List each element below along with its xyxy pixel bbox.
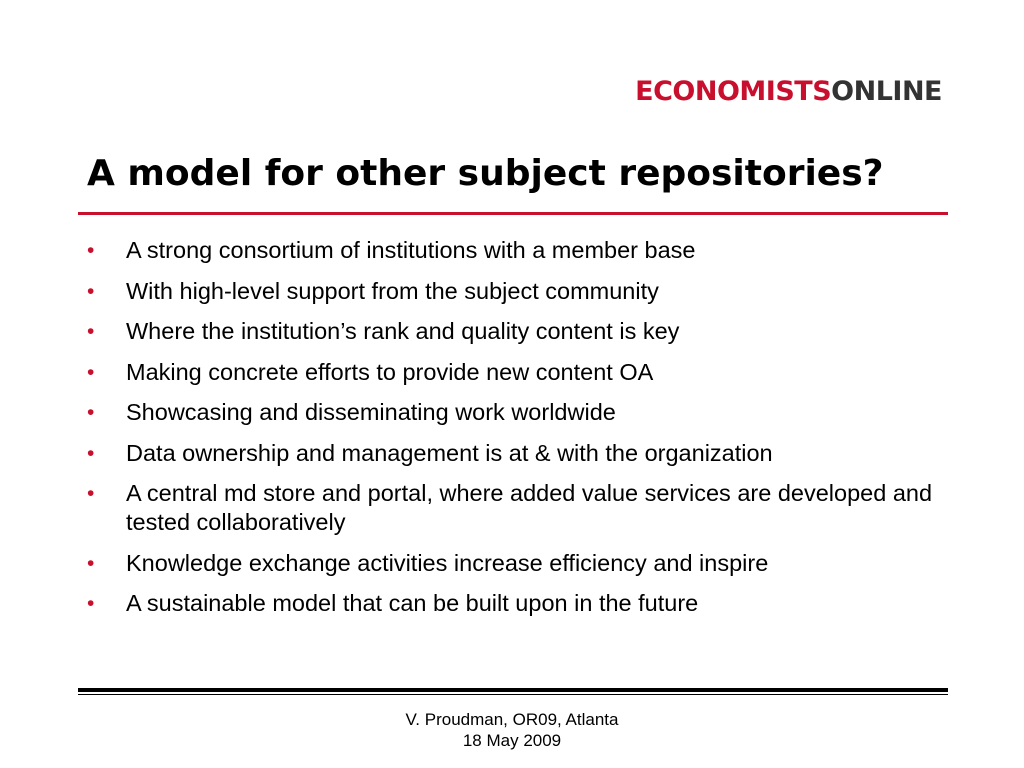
- bullet-marker-icon: •: [87, 360, 95, 384]
- slide-footer: [362, 709, 662, 751]
- economists-online-logo: [635, 78, 942, 105]
- bullet-item: [87, 479, 937, 537]
- footer-date: 18 May 2009: [462, 731, 562, 750]
- bullet-marker-icon: •: [87, 279, 95, 303]
- footer-author-venue: V. Proudman, OR09, Atlanta: [405, 710, 619, 729]
- bullet-text: A central md store and portal, where added value services are developed and tested collaboratively: [126, 480, 933, 535]
- logo-text-economists: ECONOMISTS: [635, 76, 832, 107]
- bullet-marker-icon: •: [87, 551, 95, 575]
- footer-divider-thin: [78, 694, 948, 695]
- bullet-marker-icon: •: [87, 592, 95, 615]
- bullet-text: Data ownership and management is at & with the organization: [126, 439, 773, 466]
- bullet-item: [87, 317, 937, 346]
- bullet-item: [87, 236, 937, 265]
- bullet-item: [87, 589, 937, 618]
- bullet-marker-icon: •: [87, 482, 95, 505]
- title-divider: [78, 212, 948, 215]
- bullet-text: Where the institution’s rank and quality content is key: [126, 318, 680, 344]
- bullet-marker-icon: •: [87, 401, 95, 424]
- bullet-text: Knowledge exchange activities increase efficiency and inspire: [126, 549, 769, 576]
- bullet-item: [87, 277, 937, 306]
- bullet-item: [87, 549, 937, 578]
- bullet-text: A sustainable model that can be built upon in the future: [126, 590, 699, 616]
- slide-title: A model for other subject repositories?: [87, 153, 884, 194]
- bullet-text: With high-level support from the subject community: [126, 277, 659, 304]
- bullet-text: A strong consortium of institutions with a member base: [126, 237, 696, 263]
- bullet-item: [87, 358, 937, 387]
- footer-divider-thick: [78, 688, 948, 692]
- bullet-text: Making concrete efforts to provide new content OA: [126, 358, 654, 385]
- bullet-list: [87, 236, 937, 630]
- bullet-item: [87, 398, 937, 427]
- bullet-marker-icon: •: [87, 239, 95, 262]
- bullet-item: [87, 439, 937, 468]
- bullet-marker-icon: •: [87, 320, 95, 343]
- logo-text-online: ONLINE: [831, 76, 942, 107]
- bullet-text: Showcasing and disseminating work worldwide: [126, 399, 616, 425]
- bullet-marker-icon: •: [87, 441, 95, 465]
